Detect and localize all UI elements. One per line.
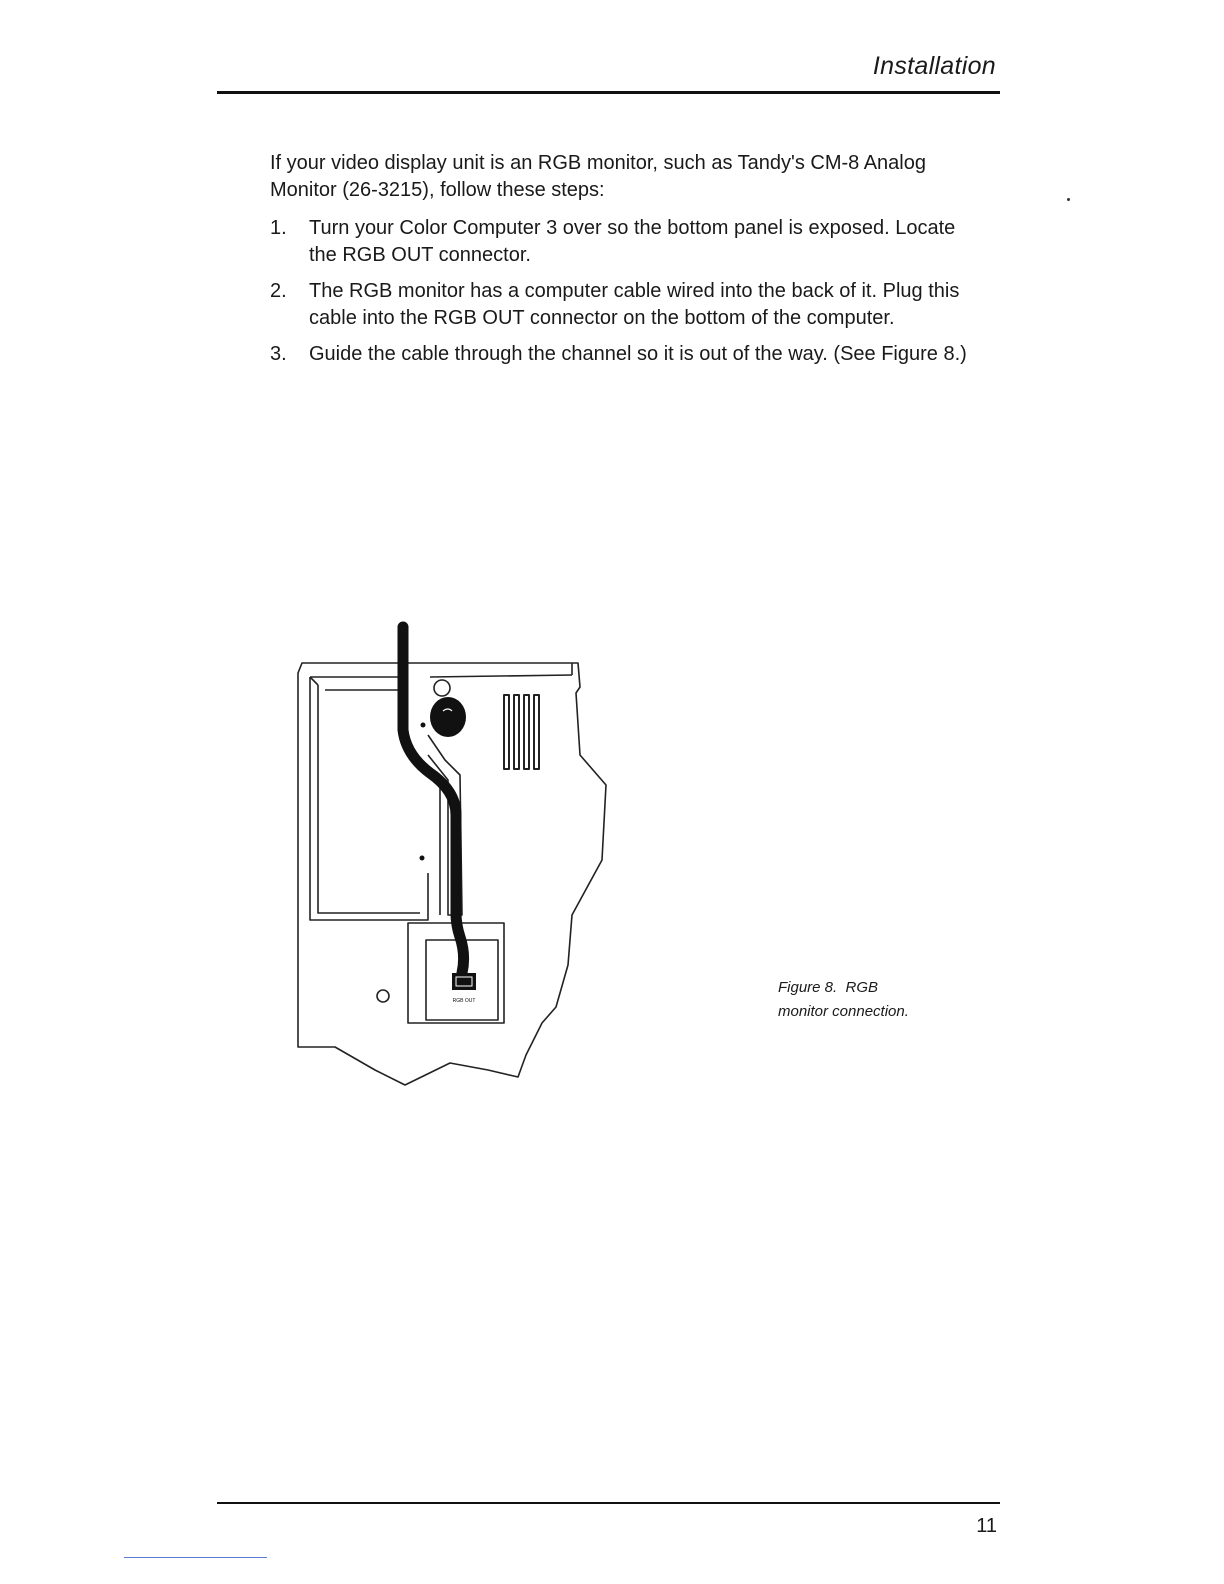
steps-list <box>270 215 970 377</box>
running-header-title: Installation <box>872 52 996 80</box>
round-connector <box>430 697 466 737</box>
step-item <box>270 215 970 269</box>
figure-8-illustration <box>280 615 640 1095</box>
header-rule <box>217 91 1000 94</box>
mounting-post <box>434 680 450 696</box>
intro-paragraph: If your video display unit is an RGB monitor, such as Tandy's CM-8 Analog Monitor (26-3215), follow these steps: <box>270 152 926 201</box>
inner-frame <box>310 677 428 920</box>
monitor-cable <box>403 627 464 973</box>
bottom-link-line <box>124 1557 267 1558</box>
step-number: 2. <box>270 280 287 302</box>
screw-hole <box>377 990 389 1002</box>
step-item <box>270 341 970 368</box>
connector-label: RGB OUT <box>452 998 476 1004</box>
footer-rule <box>217 1502 1000 1504</box>
caption-line: monitor connection. <box>778 1003 909 1020</box>
step-number: 1. <box>270 217 287 239</box>
step-item <box>270 278 970 332</box>
step-text: Turn your Color Computer 3 over so the bottom panel is exposed. Locate the RGB OUT connector. <box>309 217 956 266</box>
stray-dot <box>1067 198 1070 201</box>
step-number: 3. <box>270 343 287 365</box>
figure-caption <box>778 976 978 1024</box>
page-number: 11 <box>976 1515 997 1537</box>
caption-line: Figure 8. RGB <box>778 979 879 996</box>
step-text: Guide the cable through the channel so it is out of the way. (See Figure 8.) <box>309 343 967 365</box>
vent-slots <box>504 695 539 769</box>
step-text: The RGB monitor has a computer cable wired into the back of it. Plug this cable into the RGB OUT connector on the bottom of the computer. <box>309 280 960 329</box>
